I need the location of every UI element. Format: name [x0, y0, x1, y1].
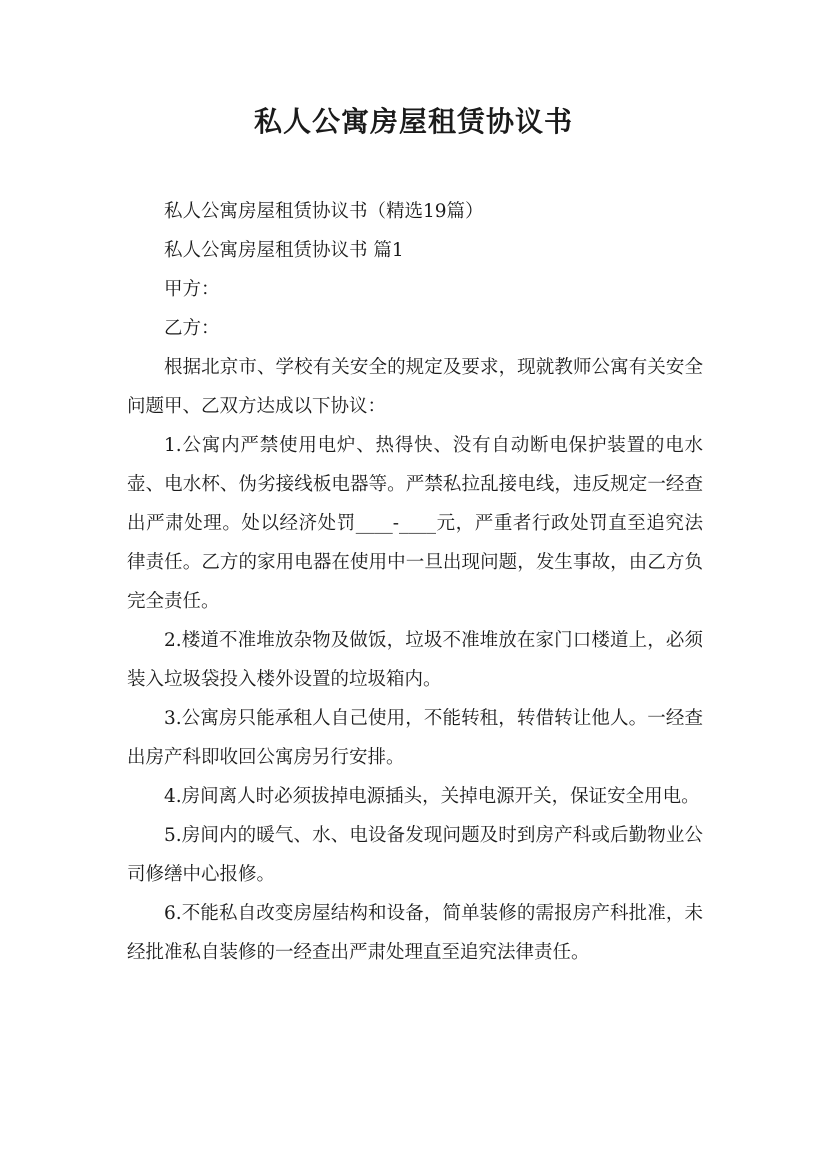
paragraph-clause-5: 5.房间内的暖气、水、电设备发现问题及时到房产科或后勤物业公司修缮中心报修。 [127, 825, 703, 885]
paragraph-clause-2: 2.楼道不准堆放杂物及做饭，垃圾不准堆放在家门口楼道上，必须装入垃圾袋投入楼外设置的垃圾箱内。 [127, 630, 703, 690]
paragraph-subtitle: 私人公寓房屋租赁协议书（精选19篇） [164, 201, 484, 222]
paragraph-clause-1: 1.公寓内严禁使用电炉、热得快、没有自动断电保护装置的电水壶、电水杯、伪劣接线板电器等。严禁私拉乱接电线，违反规定一经查出严肃处理。处以经济处罚____-____元，严重者行政处罚直至追究法律责任。乙方的家用电器在使用中一旦出现问题，发生事故，由乙方负完全责任。 [127, 435, 703, 612]
paragraph-clause-3: 3.公寓房只能承租人自己使用，不能转租，转借转让他人。一经查出房产科即收回公寓房另行安排。 [127, 708, 703, 768]
paragraph-clause-4: 4.房间离人时必须拔掉电源插头，关掉电源开关，保证安全用电。 [164, 786, 700, 807]
paragraph-clause-6: 6.不能私自改变房屋结构和设备，简单装修的需报房产科批准，未经批准私自装修的一经查出严肃处理直至追究法律责任。 [127, 903, 703, 963]
paragraph-section-heading: 私人公寓房屋租赁协议书 篇1 [164, 240, 404, 261]
paragraph-party-b: 乙方： [164, 318, 220, 339]
paragraph-party-a: 甲方： [164, 279, 220, 300]
document-title: 私人公寓房屋租赁协议书 [253, 105, 573, 138]
paragraph-preamble: 根据北京市、学校有关安全的规定及要求，现就教师公寓有关安全问题甲、乙双方达成以下协议： [127, 357, 703, 417]
document-body [127, 192, 703, 972]
